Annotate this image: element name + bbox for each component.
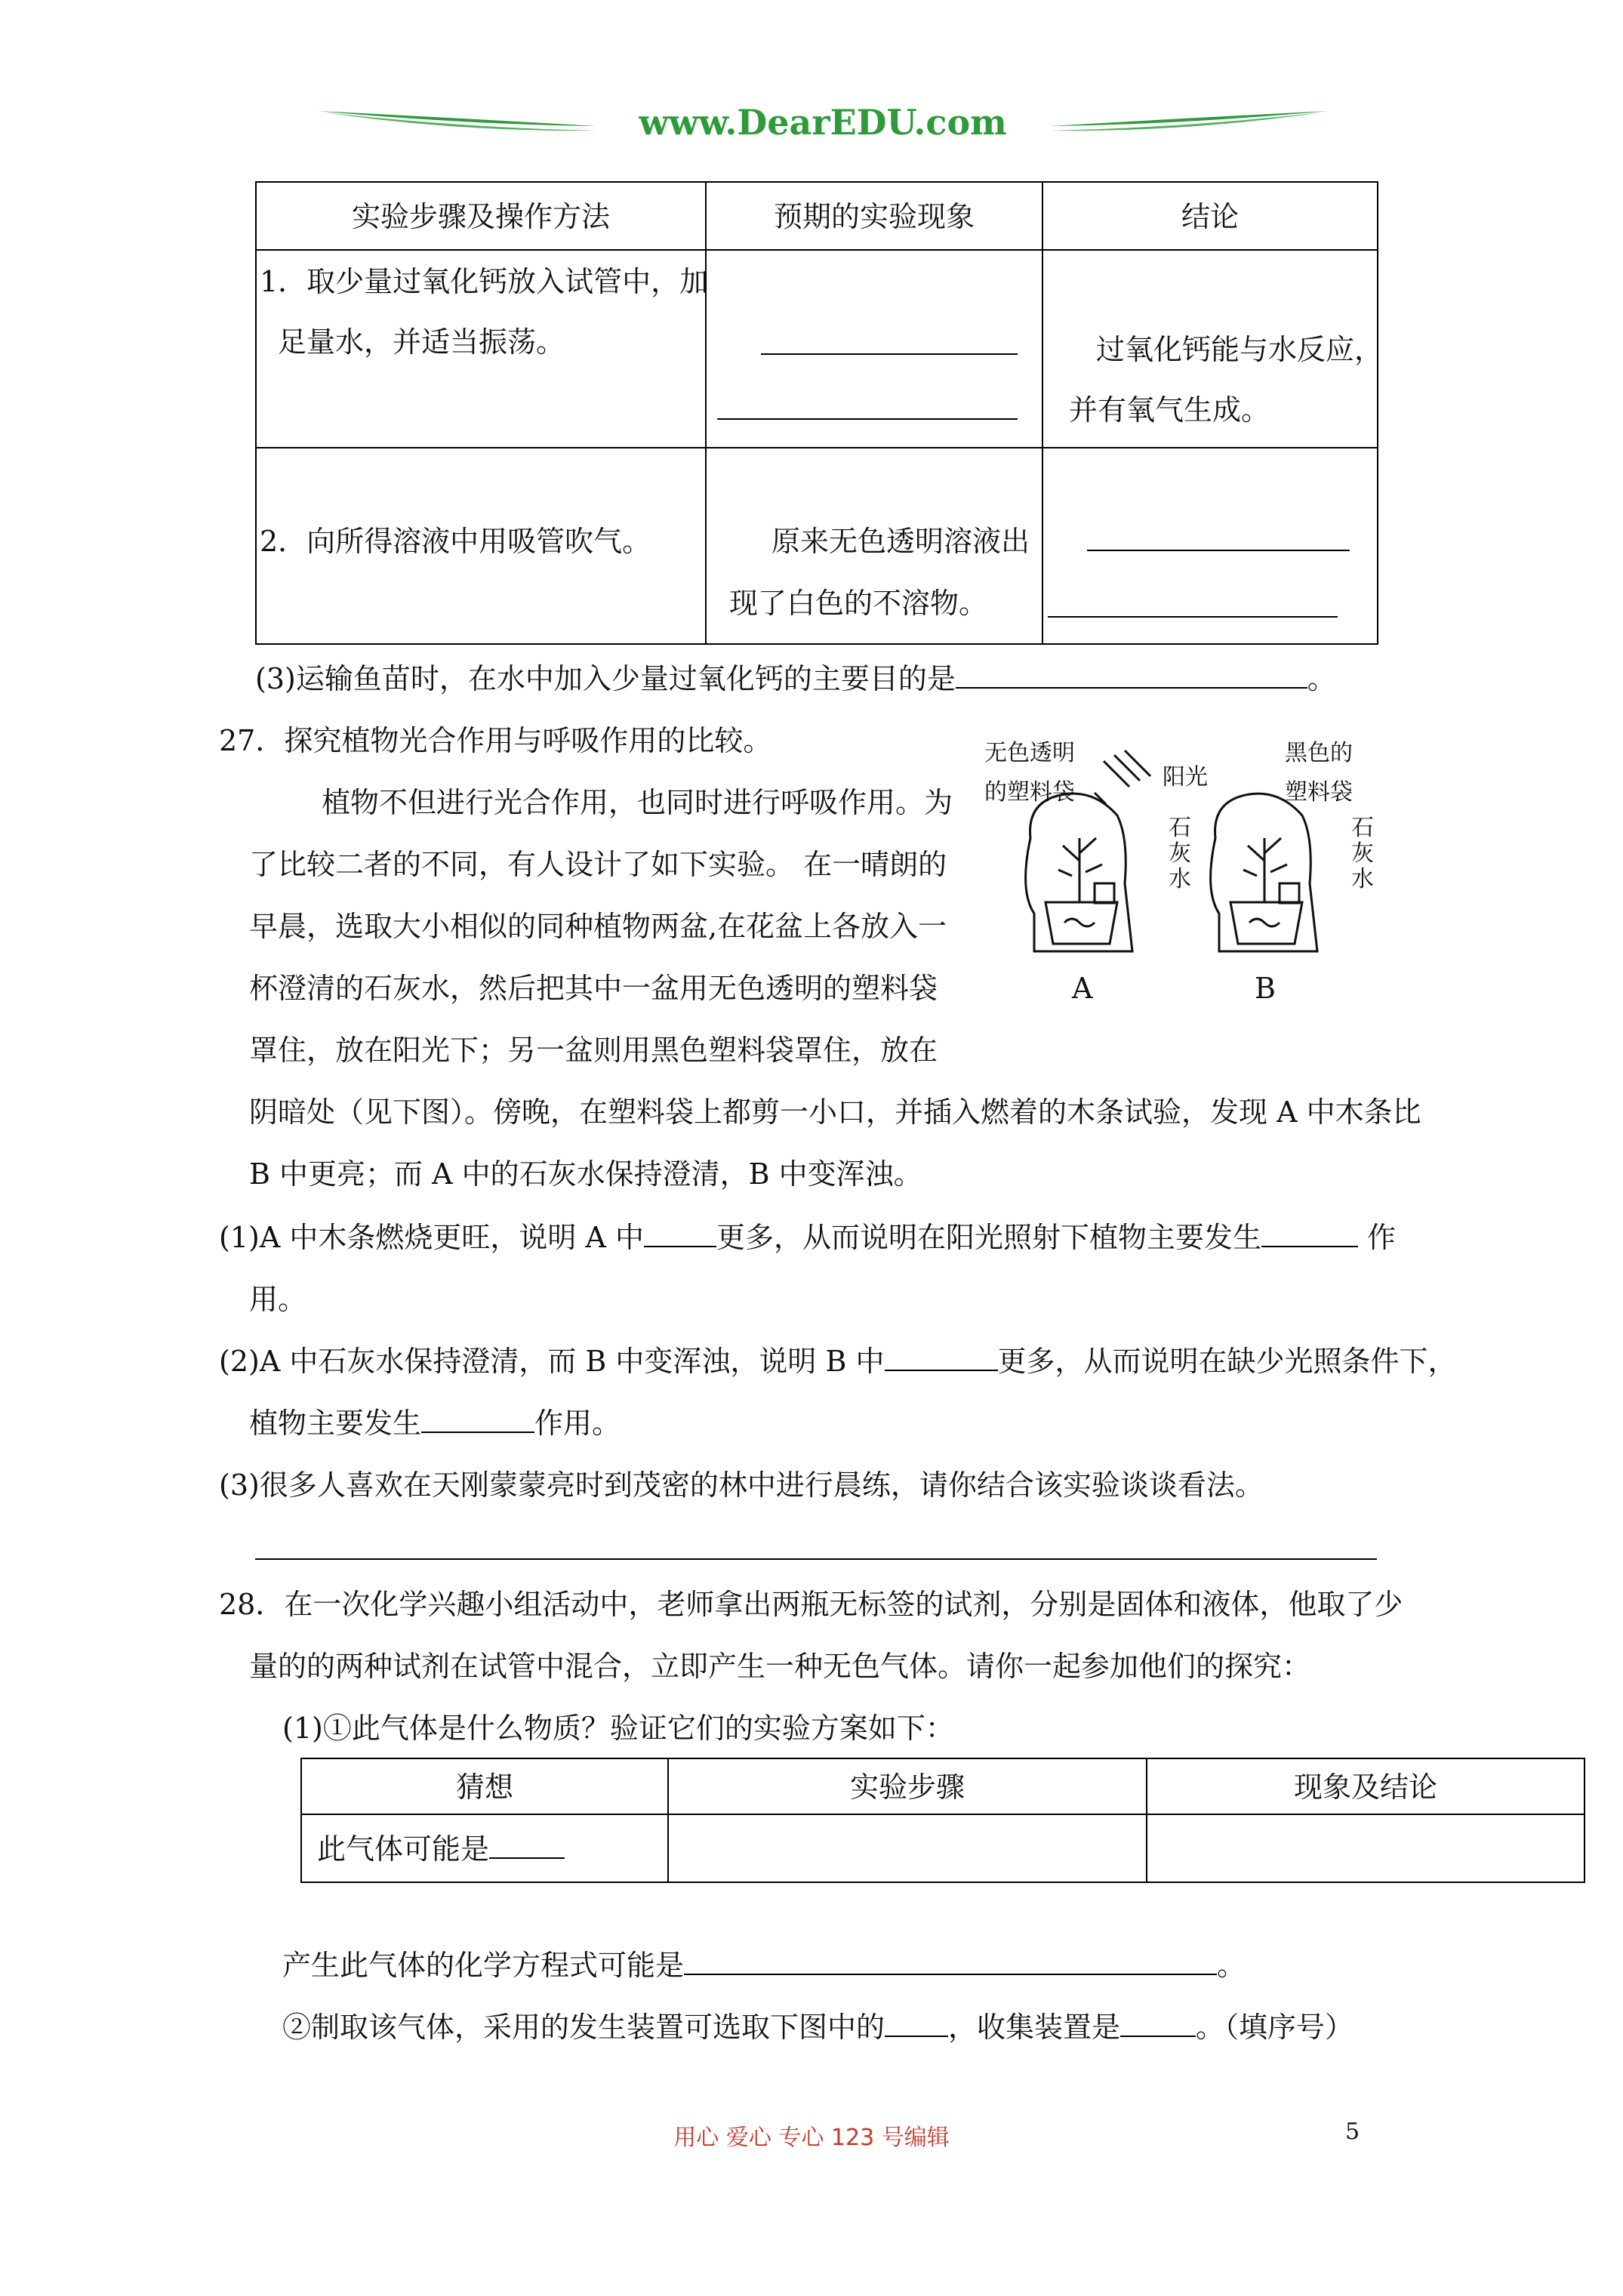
- answer-blank[interactable]: [644, 1245, 716, 1247]
- answer-line[interactable]: [255, 1558, 1377, 1560]
- answer-blank[interactable]: [421, 1431, 534, 1433]
- figure-caption-a: A: [1072, 972, 1093, 1005]
- q27-para-line: 杯澄清的石灰水，然后把其中一盆用无色透明的塑料袋: [249, 972, 938, 1005]
- answer-blank[interactable]: [956, 686, 1307, 689]
- table-header-cell: 现象及结论: [1147, 1758, 1585, 1814]
- q28-sub2: ②制取该气体，采用的发生装置可选取下图中的 ，收集装置是 。（填序号）: [282, 2011, 1354, 2044]
- answer-blank[interactable]: [489, 1857, 565, 1859]
- q28-line: 28．在一次化学兴趣小组活动中，老师拿出两瓶无标签的试剂，分别是固体和液体，他取了少: [219, 1588, 1403, 1621]
- q27-title: 27．探究植物光合作用与呼吸作用的比较。: [219, 724, 772, 757]
- site-header: [317, 94, 1329, 147]
- q28-equation: 产生此气体的化学方程式可能是 。: [282, 1949, 1246, 1982]
- q27-para-line: B 中更亮；而 A 中的石灰水保持澄清，B 中变浑浊。: [249, 1157, 922, 1191]
- q27-sub2: (2)A 中石灰水保持澄清，而 B 中变浑浊，说明 B 中 更多，从而说明在缺少光照条件下，: [219, 1345, 1457, 1378]
- q27-para-line: 罩住，放在阳光下；另一盆则用黑色塑料袋罩住，放在: [249, 1034, 938, 1067]
- answer-blank-cell[interactable]: [1042, 448, 1378, 644]
- answer-blank[interactable]: [1120, 2035, 1196, 2037]
- figure-caption-b: B: [1255, 972, 1276, 1005]
- plant-bag-diagram-icon: [974, 725, 1397, 1027]
- answer-blank-cell[interactable]: [706, 250, 1042, 448]
- page-number: 5: [1345, 2119, 1360, 2145]
- answer-blank[interactable]: [1261, 1245, 1358, 1247]
- answer-blank[interactable]: [684, 1973, 1217, 1975]
- q27-sub1: (1)A 中木条燃烧更旺，说明 A 中 更多，从而说明在阳光照射下植物主要发生 作: [219, 1221, 1396, 1254]
- q27-para-line: 了比较二者的不同，有人设计了如下实验。 在一晴朗的: [249, 848, 947, 881]
- q28-line: 量的的两种试剂在试管中混合，立即产生一种无色气体。请你一起参加他们的探究：: [249, 1650, 1311, 1683]
- table-header-cell: 实验步骤: [668, 1758, 1147, 1814]
- plant-experiment-figure: 无色透明 的塑料袋 阳光 黑色的 塑料袋 石 灰 水 石 灰 水 A B: [974, 725, 1397, 1027]
- answer-cell[interactable]: [1147, 1814, 1585, 1882]
- experiment-table: [255, 181, 1384, 645]
- q27-sub3: (3)很多人喜欢在天刚蒙蒙亮时到茂密的林中进行晨练，请你结合该实验谈谈看法。: [219, 1469, 1264, 1502]
- table-header-cell: 实验步骤及操作方法: [256, 182, 706, 250]
- q27-para-line: 早晨，选取大小相似的同种植物两盆,在花盆上各放入一: [249, 910, 947, 943]
- table-row: 此气体可能是: [301, 1814, 668, 1882]
- q26-part3: (3)运输鱼苗时，在水中加入少量过氧化钙的主要目的是 。: [255, 662, 1336, 695]
- q28-sub1: (1)①此气体是什么物质？验证它们的实验方案如下：: [282, 1712, 954, 1745]
- answer-blank[interactable]: [885, 1369, 998, 1371]
- q27-para-line: 阴暗处（见下图）。傍晚，在塑料袋上都剪一小口，并插入燃着的木条试验，发现 A 中木条比: [249, 1096, 1421, 1129]
- page-footer: 用心 爱心 专心 123 号编辑: [673, 2125, 950, 2151]
- table-row: 原来无色透明溶液出 现了白色的不溶物。: [706, 448, 1042, 644]
- q27-sub2-cont: 植物主要发生 作用。: [249, 1407, 621, 1440]
- table-row: 2．向所得溶液中用吸管吹气。: [256, 448, 706, 644]
- table-row: 过氧化钙能与水反应， 并有氧气生成。: [1042, 250, 1378, 448]
- table-header-cell: 猜想: [301, 1758, 668, 1814]
- answer-blank[interactable]: [885, 2035, 948, 2037]
- table-row: 1．取少量过氧化钙放入试管中，加 足量水，并适当振荡。: [256, 250, 706, 448]
- table-header-cell: 结论: [1042, 182, 1378, 250]
- table-header-cell: 预期的实验现象: [706, 182, 1042, 250]
- gas-test-table: [300, 1758, 1585, 1883]
- q27-sub1-cont: 用。: [249, 1283, 307, 1316]
- q27-para-line: 植物不但进行光合作用，也同时进行呼吸作用。为: [322, 786, 953, 819]
- site-name: www.DearEDU.com: [639, 102, 1007, 143]
- answer-cell[interactable]: [668, 1814, 1147, 1882]
